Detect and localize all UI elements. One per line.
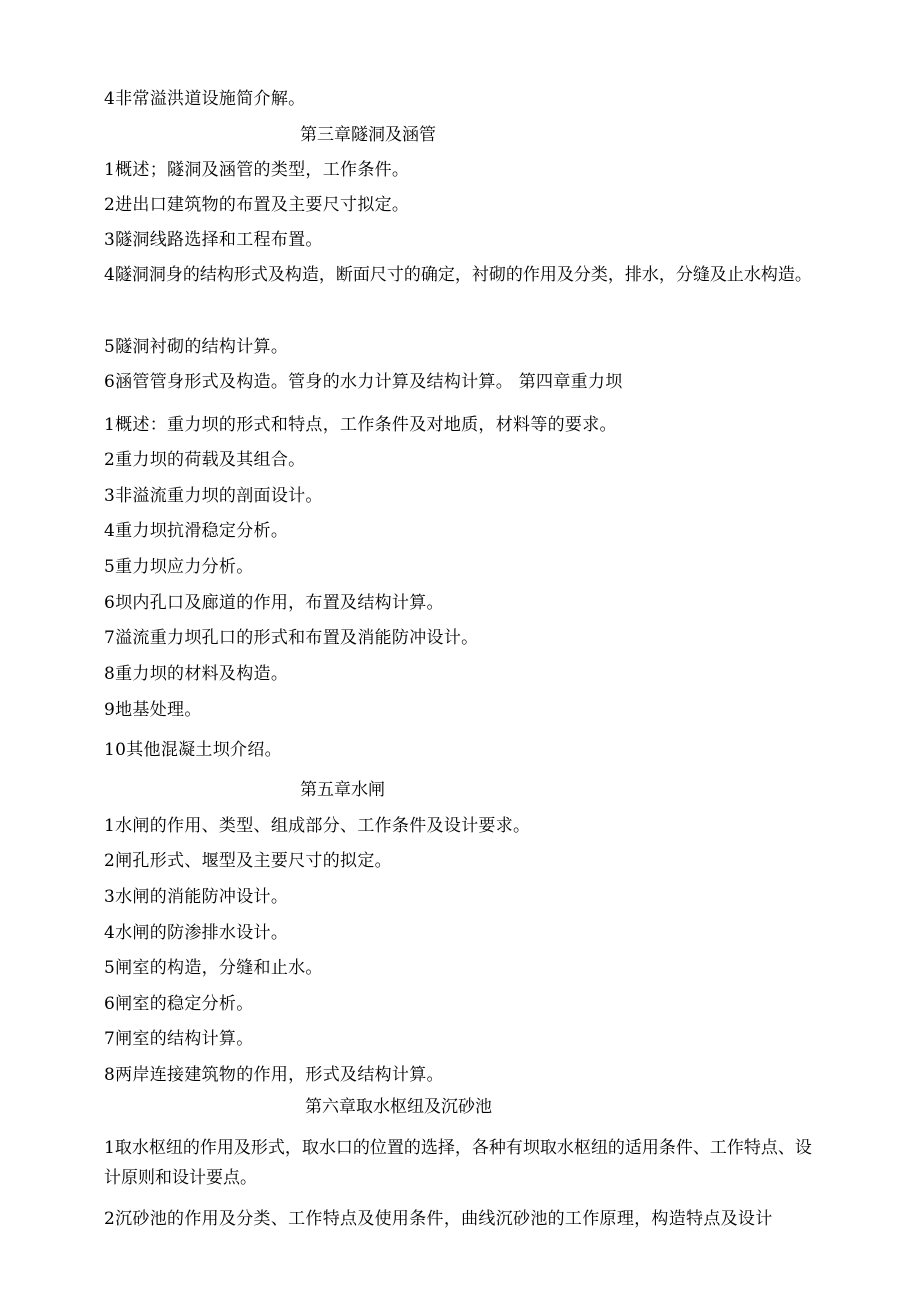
chapter-heading: 第三章隧洞及涵管: [300, 125, 436, 145]
text-line: 4非常溢洪道设施简介解。: [104, 89, 306, 109]
text-line: 2闸孔形式、堰型及主要尺寸的拟定。: [104, 851, 392, 871]
text-line: 6坝内孔口及廊道的作用，布置及结构计算。: [104, 593, 444, 613]
text-line: 1概述；隧洞及涵管的类型，工作条件。: [104, 160, 410, 180]
text-line: 3水闸的消能防冲设计。: [104, 887, 289, 907]
text-line: 2沉砂池的作用及分类、工作特点及使用条件，曲线沉砂池的工作原理，构造特点及设计: [104, 1209, 773, 1229]
chapter-heading: 第六章取水枢纽及沉砂池: [305, 1097, 492, 1117]
text-line: 9地基处理。: [104, 700, 202, 720]
text-line: 8两岸连接建筑物的作用，形式及结构计算。: [104, 1065, 444, 1085]
text-paragraph: 4隧洞洞身的结构形式及构造，断面尺寸的确定，衬砌的作用及分类，排水，分缝及止水构造。: [104, 265, 812, 285]
text-paragraph: 1取水枢纽的作用及形式，取水口的位置的选择，各种有坝取水枢纽的适用条件、工作特点、设计原则和设计要点。: [104, 1138, 812, 1188]
text-line: 7闸室的结构计算。: [104, 1029, 254, 1049]
text-line: 2进出口建筑物的布置及主要尺寸拟定。: [104, 195, 410, 215]
text-line: 8重力坝的材料及构造。: [104, 664, 289, 684]
text-line: 5隧洞衬砌的结构计算。: [104, 337, 289, 357]
text-line: 6闸室的稳定分析。: [104, 994, 254, 1014]
text-line: 3非溢流重力坝的剖面设计。: [104, 486, 323, 506]
text-line: 6涵管管身形式及构造。管身的水力计算及结构计算。 第四章重力坝: [104, 372, 623, 392]
text-line: 4水闸的防渗排水设计。: [104, 923, 289, 943]
text-line: 1水闸的作用、类型、组成部分、工作条件及设计要求。: [104, 816, 531, 836]
text-line: 1概述：重力坝的形式和特点，工作条件及对地质，材料等的要求。: [104, 415, 617, 435]
text-line: 7溢流重力坝孔口的形式和布置及消能防冲设计。: [104, 628, 479, 648]
text-line: 5重力坝应力分析。: [104, 557, 254, 577]
text-line: 2重力坝的荷载及其组合。: [104, 450, 306, 470]
text-line: 4重力坝抗滑稳定分析。: [104, 521, 289, 541]
text-line: 10其他混凝土坝介绍。: [104, 740, 282, 760]
text-line: 5闸室的构造，分缝和止水。: [104, 958, 323, 978]
text-line: 3隧洞线路选择和工程布置。: [104, 230, 323, 250]
chapter-heading: 第五章水闸: [300, 780, 385, 800]
